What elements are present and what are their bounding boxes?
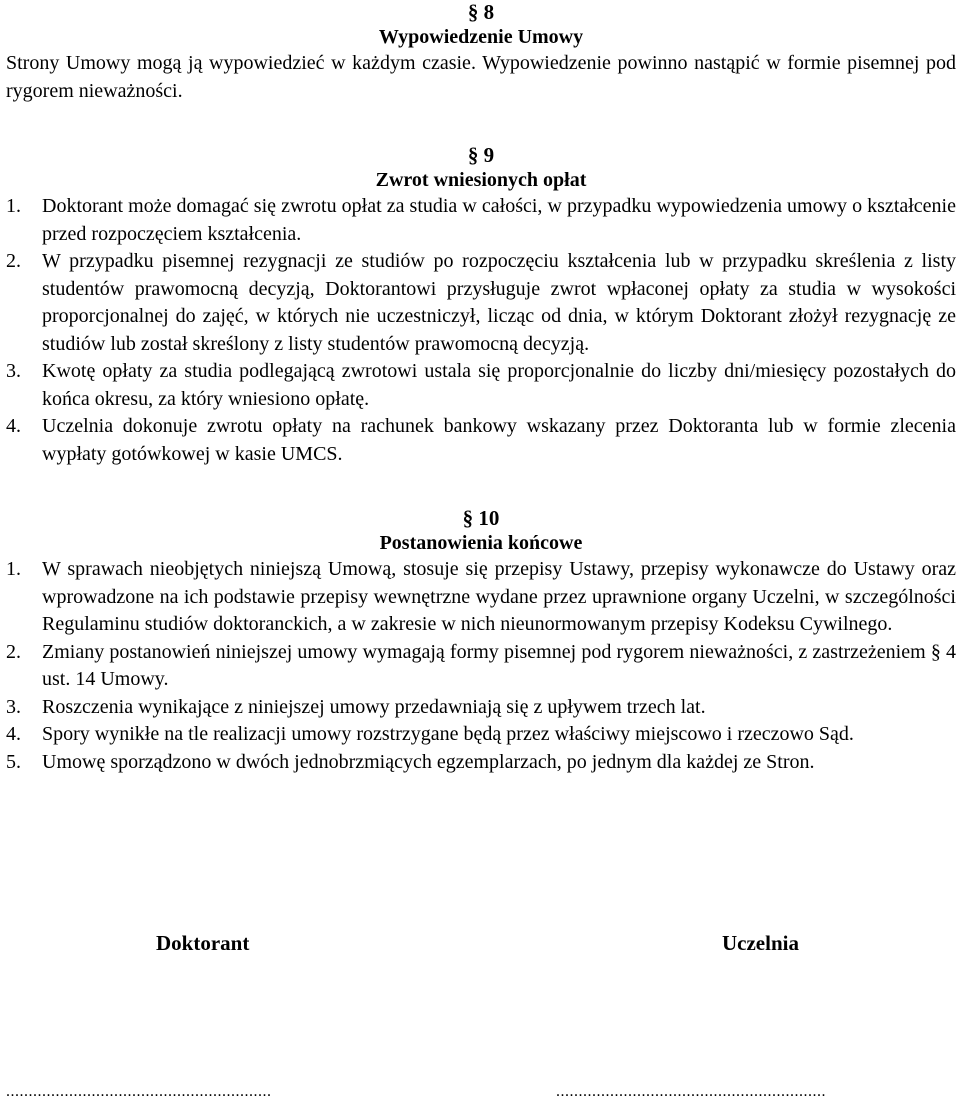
item-number: 3. (6, 360, 21, 382)
item-text: Roszczenia wynikające z niniejszej umowy przedawniają się z upływem trzech lat. (42, 695, 706, 718)
item-text: Zmiany postanowień niniejszej umowy wymagają formy pisemnej pod rygorem nieważności, z zastrzeżeniem § 4 ust. 14 Umowy. (42, 640, 956, 690)
section-8 (6, 0, 956, 105)
list-item (6, 413, 956, 468)
item-text: Spory wynikłe na tle realizacji umowy rozstrzygane będą przez właściwy miejscowo i rzeczowo Sąd. (42, 723, 854, 745)
item-number: 3. (6, 695, 21, 718)
section-title: Zwrot wniesionych opłat (375, 169, 587, 191)
item-text: Umowę sporządzono w dwóch jednobrzmiących egzemplarzach, po jednym dla każdej ze Stron. (42, 750, 815, 773)
section-title: Postanowienia końcowe (379, 532, 583, 554)
item-text: Kwotę opłaty za studia podlegającą zwrotowi ustala się proporcjonalnie do liczby dni/miesięcy pozostałych do końca okresu, za który wniesiono opłatę. (42, 360, 956, 410)
section-number: § 10 (462, 506, 500, 530)
signature-line-left: ........................................................... (6, 1083, 272, 1100)
item-number: 4. (6, 723, 21, 745)
signature-label-doktorant: Doktorant (156, 931, 250, 955)
signature-labels (6, 930, 956, 960)
section-9 (6, 143, 956, 468)
list-item (6, 694, 956, 722)
section-title: Wypowiedzenie Umowy (378, 26, 584, 48)
item-number: 2. (6, 250, 21, 272)
item-text: W przypadku pisemnej rezygnacji ze studiów po rozpoczęciu kształcenia lub w przypadku skreślenia z listy studentów prawomocną decyzją, Doktorantowi przysługuje zwrot wpłaconej opłaty za studia w wysokości proporcjonalnej do zajęć, w których nie uczestniczył, licząc od dnia, w którym Doktorant złożył rezygnację ze studiów lub został skreślony z listy studentów prawomocną decyzją. (42, 250, 956, 355)
item-text: Uczelnia dokonuje zwrotu opłaty na rachunek bankowy wskazany przez Doktoranta lub w formie zlecenia wypłaty gotówkowej w kasie UMCS. (42, 415, 956, 465)
signature-label-uczelnia: Uczelnia (722, 931, 799, 955)
list-item (6, 248, 956, 358)
item-number: 2. (6, 640, 21, 663)
list-item (6, 639, 956, 694)
list-item (6, 721, 956, 749)
item-number: 1. (6, 195, 21, 217)
item-number: 4. (6, 415, 21, 437)
section-10 (6, 506, 956, 776)
list-item (6, 556, 956, 639)
signature-lines (6, 1078, 956, 1102)
item-number: 1. (6, 558, 21, 580)
document-page (6, 0, 956, 1100)
section-paragraph: Strony Umowy mogą ją wypowiedzieć w każdym czasie. Wypowiedzenie powinno nastąpić w formie pisemnej pod rygorem nieważności. (6, 52, 956, 102)
signature-line-right: ............................................................ (556, 1083, 826, 1100)
list-item (6, 749, 956, 777)
item-number: 5. (6, 750, 21, 773)
list-item (6, 193, 956, 248)
section-number: § 9 (467, 143, 495, 167)
item-text: W sprawach nieobjętych niniejszą Umową, stosuje się przepisy Ustawy, przepisy wykonawcze do Ustawy oraz wprowadzone na ich podstawie przepisy wewnętrzne wydane przez uprawnione organy Uczelni, w szczególności Regulaminu studiów doktoranckich, a w zakresie w nich nieunormowanym przepisy Kodeksu Cywilnego. (42, 558, 956, 635)
list-item (6, 358, 956, 413)
item-text: Doktorant może domagać się zwrotu opłat za studia w całości, w przypadku wypowiedzenia umowy o kształcenie przed rozpoczęciem kształcenia. (42, 195, 956, 245)
section-number: § 8 (467, 0, 495, 24)
